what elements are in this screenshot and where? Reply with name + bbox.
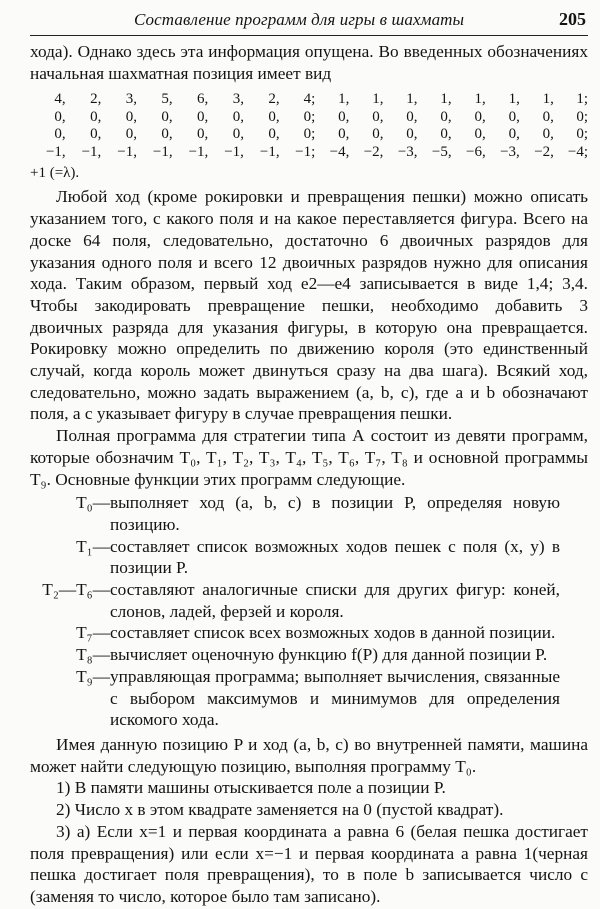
matrix-cell: 4;: [303, 91, 316, 108]
matrix-row: [30, 144, 588, 162]
definition-item: [30, 579, 588, 622]
definition-item: [30, 492, 588, 535]
definition-item: [30, 666, 588, 731]
step-3: 3) а) Если x=1 и первая координата a равна 6 (белая пешка достигает поля превращения) или если x=−1 и первая координата a равна 1(черная пешка достигает поля превращения), то в поле b записывается число c (заменяя то число, которое было там записано).: [30, 821, 588, 906]
matrix-cell: 0,: [125, 108, 137, 125]
matrix-cell: 0,: [440, 126, 452, 143]
page-body: [30, 41, 588, 908]
program-definitions: [30, 492, 588, 731]
matrix-cell: −1,: [45, 143, 66, 160]
matrix-cell: −1,: [188, 143, 209, 160]
matrix-cell: 0,: [197, 126, 209, 143]
matrix-cell: 6,: [197, 91, 209, 108]
matrix-cell: 0,: [372, 126, 384, 143]
matrix-row: [30, 91, 588, 109]
matrix-cell: 1,: [474, 91, 486, 108]
matrix-cell: 0;: [303, 126, 316, 143]
matrix-cell: 0,: [372, 108, 384, 125]
matrix-cell: 0,: [125, 126, 137, 143]
matrix-cell: 0,: [474, 126, 486, 143]
definition-text: выполняет ход (a, b, c) в позиции P, определяя новую позицию.: [110, 493, 560, 534]
matrix-cell: 0;: [576, 108, 588, 125]
intro-paragraph: хода). Однако здесь эта информация опущена. Во введенных обозначениях начальная шахматная позиция имеет вид: [30, 42, 588, 83]
definition-text: составляет список возможных ходов пешек с поля (x, y) в позиции P.: [110, 536, 560, 578]
matrix-cell: −1,: [81, 143, 102, 160]
program-list-paragraph: Полная программа для стратегии типа А состоит из девяти программ, которые обозначим T₀, T₁, T₂, T₃, T₄, T₅, T₆, T₇, T₈ и основной программы T₉. Основные функции этих программ следующие.: [30, 426, 588, 489]
matrix-cell: 2,: [90, 91, 102, 108]
matrix-cell: 0,: [338, 126, 350, 143]
matrix-cell: 0,: [542, 126, 554, 143]
matrix-cell: 3,: [232, 91, 244, 108]
matrix-cell: 0,: [440, 108, 452, 125]
definition-item: [30, 536, 588, 579]
definition-item: [30, 644, 588, 666]
move-encoding-paragraph: Любой ход (кроме рокировки и превращения пешки) можно описать указанием того, с какого поля и на какое переставляется фигура. Всего на доске 64 поля, следовательно, достаточно 6 двоичных разрядов для указания одного поля и всего 12 двоичных разрядов нужно для описания хода. Таким образом, первый ход e2—e4 записывается в виде 1,4; 3,4. Чтобы закодировать превращение пешки, необходимо добавить 3 двоичных разряда для указания фигуры, в которую она превращается. Рокировку можно определить по движению короля (это единственный случай, когда король может двинуться сразу на два шага). Всякий ход, следовательно, можно задать выражением (a, b, c), где a и b обозначают поля, а c указывает фигуру в случае превращения пешки.: [30, 187, 588, 424]
header-rule: [30, 35, 588, 36]
definition-label: T₂—T₆—: [42, 580, 110, 600]
matrix-cell: −1,: [152, 143, 173, 160]
matrix-cell: 1,: [508, 91, 520, 108]
definition-item: [30, 622, 588, 644]
matrix-row: [30, 126, 588, 144]
matrix-cell: 0,: [268, 108, 280, 125]
matrix-cell: 0,: [406, 126, 418, 143]
matrix-cell: 0,: [474, 108, 486, 125]
matrix-cell: −2,: [363, 143, 384, 160]
matrix-cell: 1,: [406, 91, 418, 108]
matrix-cell: 0,: [338, 108, 350, 125]
matrix-cell: 1;: [576, 91, 588, 108]
matrix-cell: 3,: [125, 91, 137, 108]
matrix-cell: 0,: [542, 108, 554, 125]
matrix-cell: 1,: [440, 91, 452, 108]
step-2: 2) Число x в этом квадрате заменяется на 0 (пустой квадрат).: [56, 800, 504, 820]
matrix-cell: −2,: [534, 143, 554, 160]
definition-text: составляют аналогичные списки для других фигур: коней, слонов, ладей, ферзей и короля.: [110, 580, 560, 621]
matrix-cell: −4;: [567, 143, 588, 160]
matrix-cell: 0,: [268, 126, 280, 143]
matrix-cell: −3,: [500, 143, 520, 160]
matrix-cell: 0,: [161, 108, 173, 125]
matrix-cell: 0,: [90, 108, 102, 125]
matrix-cell: 1,: [372, 91, 384, 108]
definition-text: составляет список всех возможных ходов в данной позиции.: [110, 623, 556, 643]
matrix-cell: −1,: [259, 143, 280, 160]
matrix-cell: −5,: [431, 143, 452, 160]
matrix-cell: −3,: [397, 143, 418, 160]
matrix-cell: 4,: [54, 91, 66, 108]
lambda-line: +1 (=λ).: [30, 165, 80, 182]
definition-label: T₇—: [76, 623, 110, 643]
matrix-cell: 0,: [90, 126, 102, 143]
matrix-cell: 0;: [576, 126, 588, 143]
initial-position-matrix: [30, 91, 588, 161]
running-title: Составление программ для игры в шахматы: [134, 10, 465, 29]
matrix-cell: 0,: [232, 126, 244, 143]
definition-label: T₀—: [76, 493, 110, 513]
matrix-row: [30, 109, 588, 127]
matrix-cell: 0,: [54, 126, 66, 143]
matrix-cell: 0,: [508, 108, 520, 125]
definition-label: T₉—: [76, 666, 110, 686]
definition-label: T₈—: [76, 645, 110, 665]
matrix-cell: 0,: [232, 108, 244, 125]
matrix-cell: 0,: [161, 126, 173, 143]
matrix-cell: 0,: [54, 108, 66, 125]
matrix-cell: 1,: [542, 91, 554, 108]
matrix-cell: 0,: [197, 108, 209, 125]
matrix-cell: 0,: [406, 108, 418, 125]
matrix-cell: 2,: [268, 91, 280, 108]
matrix-cell: −1;: [295, 143, 316, 160]
definition-label: T₁—: [76, 536, 110, 556]
matrix-cell: 0;: [303, 108, 316, 125]
matrix-cell: −6,: [466, 143, 486, 160]
page-number: 205: [559, 9, 586, 29]
matrix-cell: 1,: [338, 91, 350, 108]
running-header: [30, 8, 588, 36]
step-1: 1) В памяти машины отыскивается поле a позиции P.: [56, 778, 446, 798]
given-position-paragraph: Имея данную позицию P и ход (a, b, c) во внутренней памяти, машина может найти следующую позицию, выполняя программу T₀.: [30, 734, 588, 776]
definition-text: вычисляет оценочную функцию f(P) для данной позиции P.: [110, 645, 548, 665]
matrix-cell: −1,: [117, 143, 137, 160]
matrix-cell: −4,: [329, 143, 350, 160]
matrix-cell: −1,: [224, 143, 244, 160]
matrix-cell: 5,: [161, 91, 173, 108]
definition-text: управляющая программа; выполняет вычисления, связанные с выбором максимумов и минимумов для определения искомого хода.: [110, 666, 560, 730]
matrix-cell: 0,: [508, 126, 520, 143]
